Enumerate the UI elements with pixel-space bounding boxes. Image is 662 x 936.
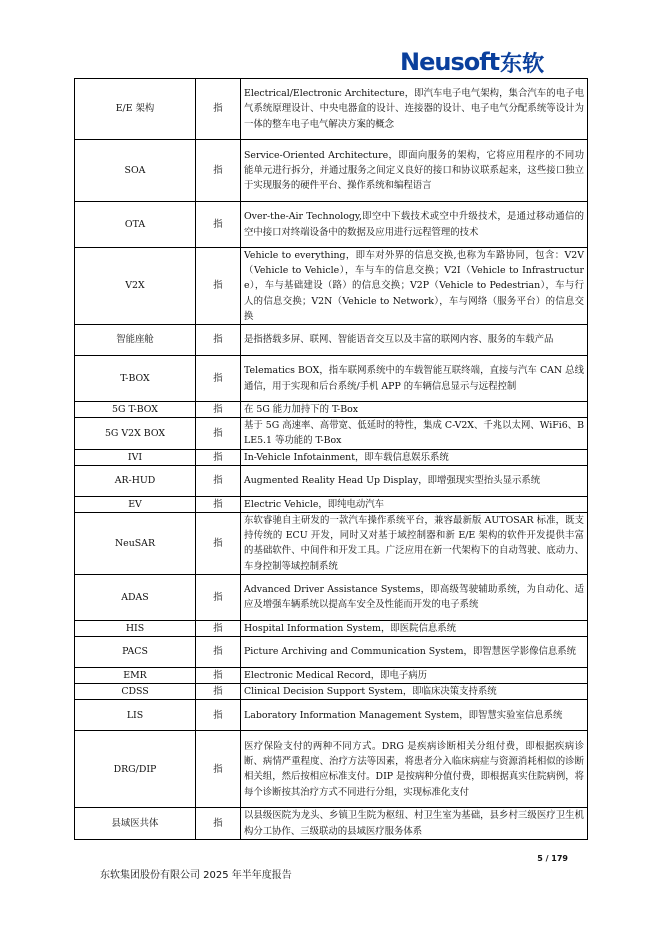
definition-cell: Electronic Medical Record，即电子病历 (241, 668, 588, 684)
table-row (75, 325, 588, 356)
term-cell: ADAS (75, 574, 196, 620)
zhi-cell: 指 (196, 620, 241, 636)
term-cell: E/E 架构 (75, 79, 196, 140)
zhi-cell: 指 (196, 356, 241, 402)
table-row (75, 449, 588, 465)
definition-cell: Over-the-Air Technology,即空中下载技术或空中升级技术，是通过移动通信的空中接口对终端设备中的数据及应用进行远程管理的技术 (241, 202, 588, 248)
definition-cell: Laboratory Information Management System，即智慧实验室信息系统 (241, 700, 588, 731)
table-row (75, 668, 588, 684)
definition-cell: 基于 5G 高速率、高带宽、低延时的特性，集成 C-V2X、千兆以太网、WiFi6、BLE5.1 等功能的 T-Box (241, 418, 588, 449)
zhi-cell: 指 (196, 325, 241, 356)
term-cell: SOA (75, 140, 196, 202)
table-row (75, 513, 588, 575)
zhi-cell: 指 (196, 248, 241, 325)
definition-cell: Hospital Information System，即医院信息系统 (241, 620, 588, 636)
zhi-cell: 指 (196, 140, 241, 202)
zhi-cell: 指 (196, 668, 241, 684)
zhi-cell: 指 (196, 700, 241, 731)
table-row (75, 465, 588, 496)
table-row (75, 574, 588, 620)
term-cell: 县域医共体 (75, 808, 196, 839)
term-cell: AR-HUD (75, 465, 196, 496)
term-cell: LIS (75, 700, 196, 731)
zhi-cell: 指 (196, 684, 241, 700)
term-cell: V2X (75, 248, 196, 325)
zhi-cell: 指 (196, 637, 241, 668)
table-row (75, 731, 588, 808)
definition-cell: 以县级医院为龙头、乡镇卫生院为枢纽、村卫生室为基础，县乡村三级医疗卫生机构分工协作、三级联动的县域医疗服务体系 (241, 808, 588, 839)
term-cell: PACS (75, 637, 196, 668)
table-row (75, 620, 588, 636)
zhi-cell: 指 (196, 808, 241, 839)
definition-cell: Telematics BOX，指车联网系统中的车载智能互联终端，直接与汽车 CAN 总线通信，用于实现和后台系统/手机 APP 的车辆信息显示与远程控制 (241, 356, 588, 402)
zhi-cell: 指 (196, 574, 241, 620)
page-number: 5 / 179 (537, 854, 568, 863)
logo-text-cn: 东软 (500, 51, 545, 77)
definition-cell: Augmented Reality Head Up Display，即增强现实型抬头显示系统 (241, 465, 588, 496)
definition-cell: Vehicle to everything，即车对外界的信息交换,也称为车路协同，包含：V2V（Vehicle to Vehicle），车与车的信息交换；V2I（Vehicle to Infrastructure），车与基础建设（路）的信息交换；V2P（Vehicle to Pedestrian），车与行人的信息交换；V2N（Vehicle to Network），车与网络（服务平台）的信息交换 (241, 248, 588, 325)
zhi-cell: 指 (196, 513, 241, 575)
definition-cell: Clinical Decision Support System，即临床决策支持系统 (241, 684, 588, 700)
glossary-table (74, 78, 588, 840)
term-cell: IVI (75, 449, 196, 465)
table-row (75, 79, 588, 140)
table-row (75, 418, 588, 449)
definition-cell: Advanced Driver Assistance Systems，即高级驾驶辅助系统，为自动化、适应及增强车辆系统以提高车安全及性能而开发的电子系统 (241, 574, 588, 620)
definition-cell: 医疗保险支付的两种不同方式。DRG 是疾病诊断相关分组付费，即根据疾病诊断、病情严重程度、治疗方法等因素，将患者分入临床病症与资源消耗相似的诊断相关组，然后按相应标准支付。DIP 是按病种分值付费，即根据真实住院病例，将每个诊断按其治疗方式不同进行分组，实现标准化支付 (241, 731, 588, 808)
zhi-cell: 指 (196, 496, 241, 512)
logo-text-en: Neusoft (400, 48, 500, 76)
zhi-cell: 指 (196, 402, 241, 418)
definition-cell: Picture Archiving and Communication System，即智慧医学影像信息系统 (241, 637, 588, 668)
term-cell: CDSS (75, 684, 196, 700)
table-row (75, 496, 588, 512)
table-row (75, 402, 588, 418)
table-row (75, 202, 588, 248)
term-cell: OTA (75, 202, 196, 248)
table-row (75, 700, 588, 731)
table-row (75, 637, 588, 668)
term-cell: 5G V2X BOX (75, 418, 196, 449)
term-cell: EMR (75, 668, 196, 684)
term-cell: 5G T-BOX (75, 402, 196, 418)
term-cell: NeuSAR (75, 513, 196, 575)
term-cell: EV (75, 496, 196, 512)
zhi-cell: 指 (196, 465, 241, 496)
table-row (75, 684, 588, 700)
term-cell: HIS (75, 620, 196, 636)
term-cell: 智能座舱 (75, 325, 196, 356)
term-cell: T-BOX (75, 356, 196, 402)
zhi-cell: 指 (196, 731, 241, 808)
neusoft-logo (400, 48, 545, 77)
definition-cell: 东软睿驰自主研发的一款汽车操作系统平台，兼容最新版 AUTOSAR 标准，既支持传统的 ECU 开发，同时又对基于域控制器和新 E/E 架构的软件开发提供丰富的基础软件、中间件和开发工具。广泛应用在新一代架构下的自动驾驶、底动力、车身控制等域控制系统 (241, 513, 588, 575)
zhi-cell: 指 (196, 79, 241, 140)
table-row (75, 140, 588, 202)
report-title-footer: 东软集团股份有限公司 2025 年半年度报告 (100, 870, 292, 881)
definition-cell: Service-Oriented Architecture，即面向服务的架构，它将应用程序的不同功能单元进行拆分，并通过服务之间定义良好的接口和协议联系起来，这些接口独立于实现服务的硬件平台、操作系统和编程语言 (241, 140, 588, 202)
zhi-cell: 指 (196, 202, 241, 248)
definition-cell: Electric Vehicle，即纯电动汽车 (241, 496, 588, 512)
definition-cell: 是指搭载多屏、联网、智能语音交互以及丰富的联网内容、服务的车载产品 (241, 325, 588, 356)
definition-cell: 在 5G 能力加持下的 T-Box (241, 402, 588, 418)
table-row (75, 808, 588, 839)
zhi-cell: 指 (196, 418, 241, 449)
definition-cell: In-Vehicle Infotainment，即车载信息娱乐系统 (241, 449, 588, 465)
term-cell: DRG/DIP (75, 731, 196, 808)
table-row (75, 248, 588, 325)
table-row (75, 356, 588, 402)
zhi-cell: 指 (196, 449, 241, 465)
definition-cell: Electrical/Electronic Architecture，即汽车电子电气架构，集合汽车的电子电气系统原理设计、中央电器盒的设计、连接器的设计、电子电气分配系统等设计为一体的整车电子电气解决方案的概念 (241, 79, 588, 140)
